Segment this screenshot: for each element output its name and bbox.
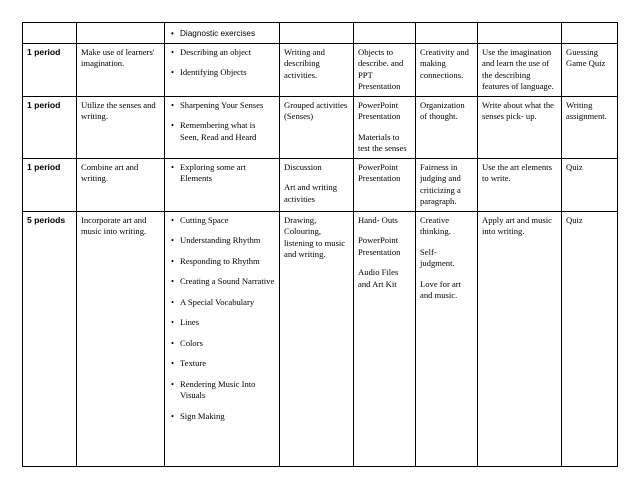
values-text: Organization of thought. <box>420 99 465 121</box>
table-row <box>23 158 618 211</box>
activity-item: • Cutting Space <box>180 215 275 227</box>
activity-item: • Colors <box>180 338 275 350</box>
integration-cell: Apply art and music into writing. <box>478 211 562 466</box>
activity-item: • Identifying Objects <box>180 67 275 79</box>
activities-cell <box>165 158 280 211</box>
objective-cell: Incorporate art and music into writing. <box>77 211 165 466</box>
values-cell <box>416 23 478 44</box>
activity-item: • Lines <box>180 317 275 329</box>
period-cell: 5 periods <box>23 211 77 466</box>
assessment-cell: Quiz <box>562 158 618 211</box>
activity-item: • Understanding Rhythm <box>180 235 275 247</box>
activity-item: • Describing an object <box>180 47 275 59</box>
values-cell <box>416 43 478 96</box>
activity-item: • Sharpening Your Senses <box>180 100 275 112</box>
strategy-text: Grouped activities (Senses) <box>284 99 348 121</box>
activity-item: • Exploring some art Elements <box>180 162 275 185</box>
activities-cell <box>165 96 280 158</box>
table-row <box>23 211 618 466</box>
materials-cell <box>354 96 416 158</box>
materials-text: Materials to test the senses <box>358 131 407 153</box>
values-cell <box>416 96 478 158</box>
activity-item: • Creating a Sound Narrative <box>180 276 275 288</box>
period-cell: 1 period <box>23 158 77 211</box>
values-cell <box>416 211 478 466</box>
activities-cell <box>165 43 280 96</box>
activity-item: • Diagnostic exercises <box>180 28 275 40</box>
integration-cell: Write about what the senses pick- up. <box>478 96 562 158</box>
materials-text: Audio Files and Art Kit <box>358 267 399 289</box>
strategy-cell <box>280 158 354 211</box>
values-text: Love for art and music. <box>420 278 462 300</box>
strategy-cell <box>280 23 354 44</box>
materials-text: Objects to describe. and PPT Presentation <box>358 46 404 91</box>
values-cell <box>416 158 478 211</box>
assessment-cell: Quiz <box>562 211 618 466</box>
integration-cell: Use the art elements to write. <box>478 158 562 211</box>
strategy-cell <box>280 211 354 466</box>
objective-cell: Combine art and writing. <box>77 158 165 211</box>
period-cell: 1 period <box>23 96 77 158</box>
assessment-cell <box>562 23 618 44</box>
table-row <box>23 96 618 158</box>
materials-cell <box>354 211 416 466</box>
materials-text: PowerPoint Presentation <box>358 235 401 257</box>
materials-cell <box>354 43 416 96</box>
activity-item: • A Special Vocabulary <box>180 297 275 309</box>
strategy-cell <box>280 43 354 96</box>
materials-cell <box>354 158 416 211</box>
period-cell <box>23 23 77 44</box>
values-text: Creative thinking. <box>420 214 451 236</box>
activities-cell <box>165 211 280 466</box>
activity-item: • Sign Making <box>180 411 275 423</box>
materials-text: PowerPoint Presentation <box>358 99 401 121</box>
materials-text: PowerPoint Presentation <box>358 161 401 183</box>
table-row <box>23 23 618 44</box>
objective-cell: Utilize the senses and writing. <box>77 96 165 158</box>
strategy-text: Discussion <box>284 161 322 172</box>
activity-item: • Rendering Music Into Visuals <box>180 379 275 402</box>
strategy-text: Drawing, Colouring, listening to music and writing. <box>284 214 346 259</box>
objective-cell: Make use of learners' imagination. <box>77 43 165 96</box>
lesson-plan-table <box>22 22 618 467</box>
activities-cell <box>165 23 280 44</box>
activity-item: • Responding to Rhythm <box>180 256 275 268</box>
assessment-cell: Guessing Game Quiz <box>562 43 618 96</box>
integration-cell: Use the imagination and learn the use of the describing features of language. <box>478 43 562 96</box>
values-text: Fairness in judging and criticizing a paragraph. <box>420 161 461 206</box>
values-text: Creativity and making connections. <box>420 46 469 80</box>
materials-text: Hand- Outs <box>358 214 398 225</box>
strategy-text: Writing and describing activities. <box>284 46 325 80</box>
table-row <box>23 43 618 96</box>
strategy-cell <box>280 96 354 158</box>
objective-cell <box>77 23 165 44</box>
assessment-cell: Writing assignment. <box>562 96 618 158</box>
period-cell: 1 period <box>23 43 77 96</box>
values-text: Self- judgment. <box>420 246 455 268</box>
activity-item: • Texture <box>180 358 275 370</box>
strategy-text: Art and writing activities <box>284 182 337 204</box>
materials-cell <box>354 23 416 44</box>
integration-cell <box>478 23 562 44</box>
activity-item: • Remembering what is Seen, Read and Heard <box>180 120 275 143</box>
